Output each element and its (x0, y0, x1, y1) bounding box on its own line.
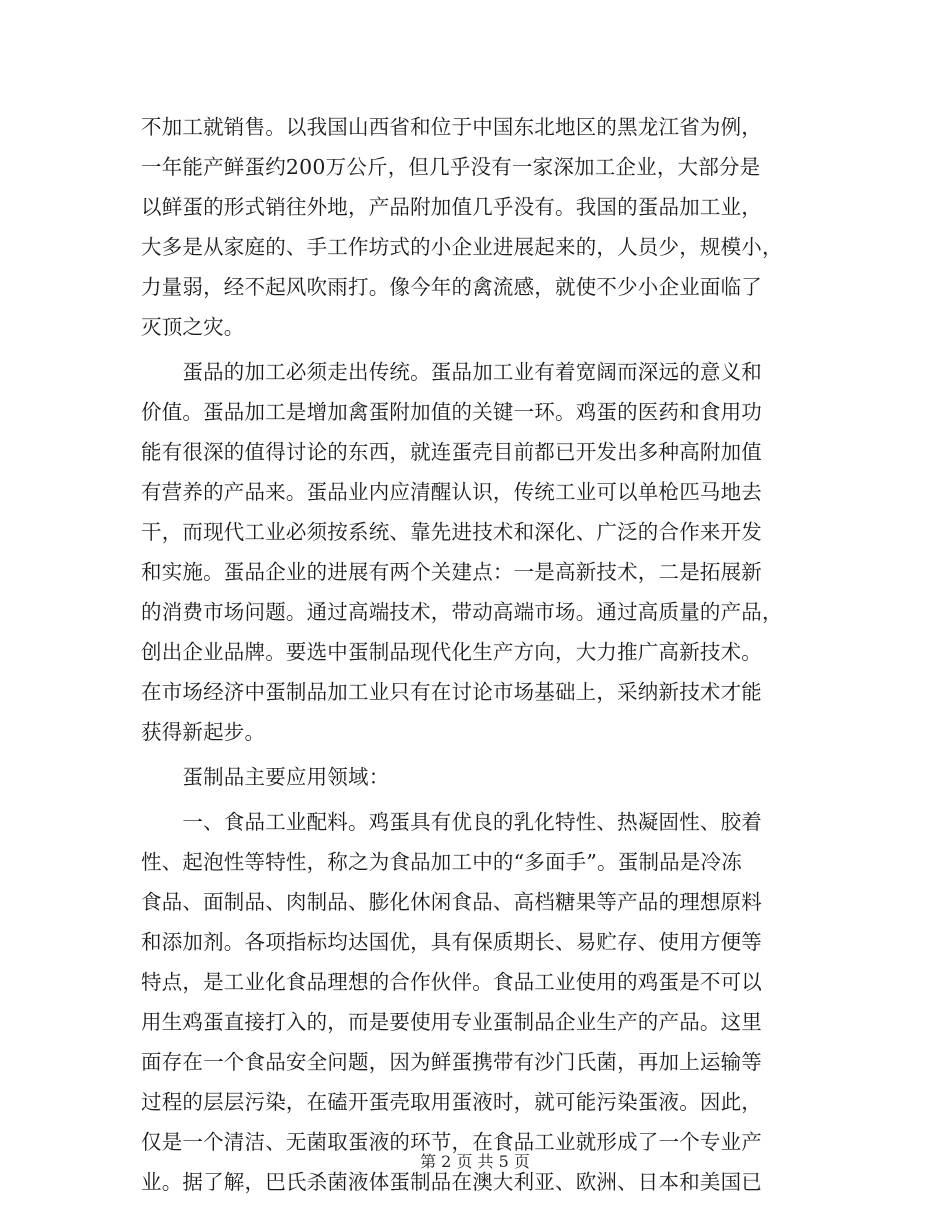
paragraph (141, 802, 809, 1202)
text-line: 干，而现代工业必须按系统、靠先进技术和深化、广泛的合作来开发 (141, 520, 762, 544)
text-line: 价值。蛋品加工是增加禽蛋附加值的关键一环。鸡蛋的医药和食用功 (141, 400, 762, 424)
text-line: 和实施。蛋品企业的进展有两个关建点：一是高新技术，二是拓展新 (141, 560, 762, 584)
text-line: 力量弱，经不起风吹雨打。像今年的禽流感，就使不少小企业面临了 (141, 275, 762, 299)
text-line: 不加工就销售。以我国山西省和位于中国东北地区的黑龙江省为例， (141, 115, 762, 139)
page-number-footer: 第 2 页 共 5 页 (420, 1152, 530, 1171)
text-line: 能有很深的值得讨论的东西，就连蛋壳目前都已开发出多种高附加值 (141, 440, 762, 464)
paragraph (141, 757, 809, 797)
paragraph (141, 107, 809, 347)
text-line: 灭顶之灾。 (141, 315, 245, 339)
document-body (141, 107, 809, 1202)
text-line: 在市场经济中蛋制品加工业只有在讨论市场基础上，采纳新技术才能 (141, 680, 762, 704)
text-line: 的消费市场问题。通过高端技术，带动高端市场。通过高质量的产品， (141, 600, 783, 624)
text-line: 蛋制品主要应用领域： (141, 765, 390, 789)
text-line: 业。据了解，巴氏杀菌液体蛋制品在澳大利亚、欧洲、日本和美国已 (141, 1170, 762, 1194)
text-line: 蛋品的加工必须走出传统。蛋品加工业有着宽阔而深远的意义和 (141, 360, 762, 384)
text-line: 过程的层层污染，在磕开蛋壳取用蛋液时，就可能污染蛋液。因此， (141, 1090, 762, 1114)
text-line: 一年能产鲜蛋约200万公斤，但几乎没有一家深加工企业，大部分是 (141, 155, 761, 179)
text-line: 性、起泡性等特性，称之为食品加工中的“多面手”。蛋制品是冷冻 (141, 850, 742, 874)
text-line: 用生鸡蛋直接打入的，而是要使用专业蛋制品企业生产的产品。这里 (141, 1010, 762, 1034)
text-line: 一、食品工业配料。鸡蛋具有优良的乳化特性、热凝固性、胶着 (141, 810, 762, 834)
text-line: 有营养的产品来。蛋品业内应清醒认识，传统工业可以单枪匹马地去 (141, 480, 762, 504)
text-line: 大多是从家庭的、手工作坊式的小企业进展起来的，人员少，规模小， (141, 235, 783, 259)
paragraph (141, 352, 809, 752)
text-line: 特点，是工业化食品理想的合作伙伴。食品工业使用的鸡蛋是不可以 (141, 970, 762, 994)
text-line: 获得新起步。 (141, 720, 266, 744)
text-line: 面存在一个食品安全问题，因为鲜蛋携带有沙门氏菌，再加上运输等 (141, 1050, 762, 1074)
text-line: 创出企业品牌。要选中蛋制品现代化生产方向，大力推广高新技术。 (141, 640, 762, 664)
text-line: 和添加剂。各项指标均达国优，具有保质期长、易贮存、使用方便等 (141, 930, 762, 954)
text-line: 食品、面制品、肉制品、膨化休闲食品、高档糖果等产品的理想原料 (141, 890, 762, 914)
text-line: 以鲜蛋的形式销往外地，产品附加值几乎没有。我国的蛋品加工业， (141, 195, 762, 219)
text-line: 仅是一个清洁、无菌取蛋液的环节，在食品工业就形成了一个专业产 (141, 1130, 762, 1154)
